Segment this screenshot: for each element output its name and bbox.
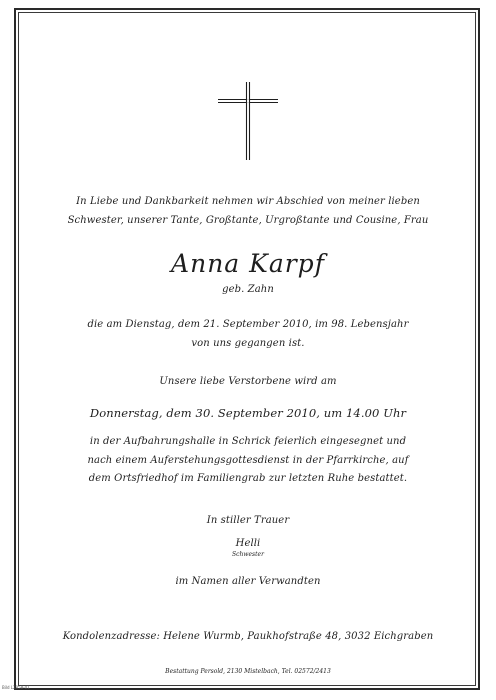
mourner-name: Helli [235,538,261,549]
mourners-heading: In stiller Trauer [206,515,290,526]
deceased-name: Anna Karpf [171,249,325,278]
maiden-name: geb. Zahn [222,284,274,295]
funeral-intro: Unsere liebe Verstorbene wird am [159,376,337,387]
funeral-date: Donnerstag, dem 30. September 2010, um 14.00 Uhr [89,406,407,420]
cross-icon [218,82,278,160]
death-line-2: von uns gegangen ist. [191,338,305,349]
funeral-line-3: dem Ortsfriedhof im Familiengrab zur letzten Ruhe bestattet. [88,473,408,484]
intro-line-2: Schwester, unserer Tante, Großtante, Urgroßtante und Cousine, Frau [67,215,429,226]
mourner-relation: Schwester [232,551,264,558]
condolence-address: Kondolenzadresse: Helene Wurmb, Paukhofstraße 48, 3032 Eichgraben [62,631,434,642]
funeral-line-2: nach einem Auferstehungsgottesdienst in der Pfarrkirche, auf [87,455,409,466]
funeral-line-1: in der Aufbahrungshalle in Schrick feierlich eingesegnet und [89,436,407,447]
side-code: Bild L2858-01 [2,685,30,690]
intro-line-1: In Liebe und Dankbarkeit nehmen wir Abschied von meiner lieben [76,196,420,207]
mourners-family: im Namen aller Verwandten [175,576,321,587]
death-line-1: die am Dienstag, dem 21. September 2010, im 98. Lebensjahr [87,319,409,330]
undertaker-info: Bestattung Persold, 2130 Mistelbach, Tel. 02572/2413 [165,668,331,675]
